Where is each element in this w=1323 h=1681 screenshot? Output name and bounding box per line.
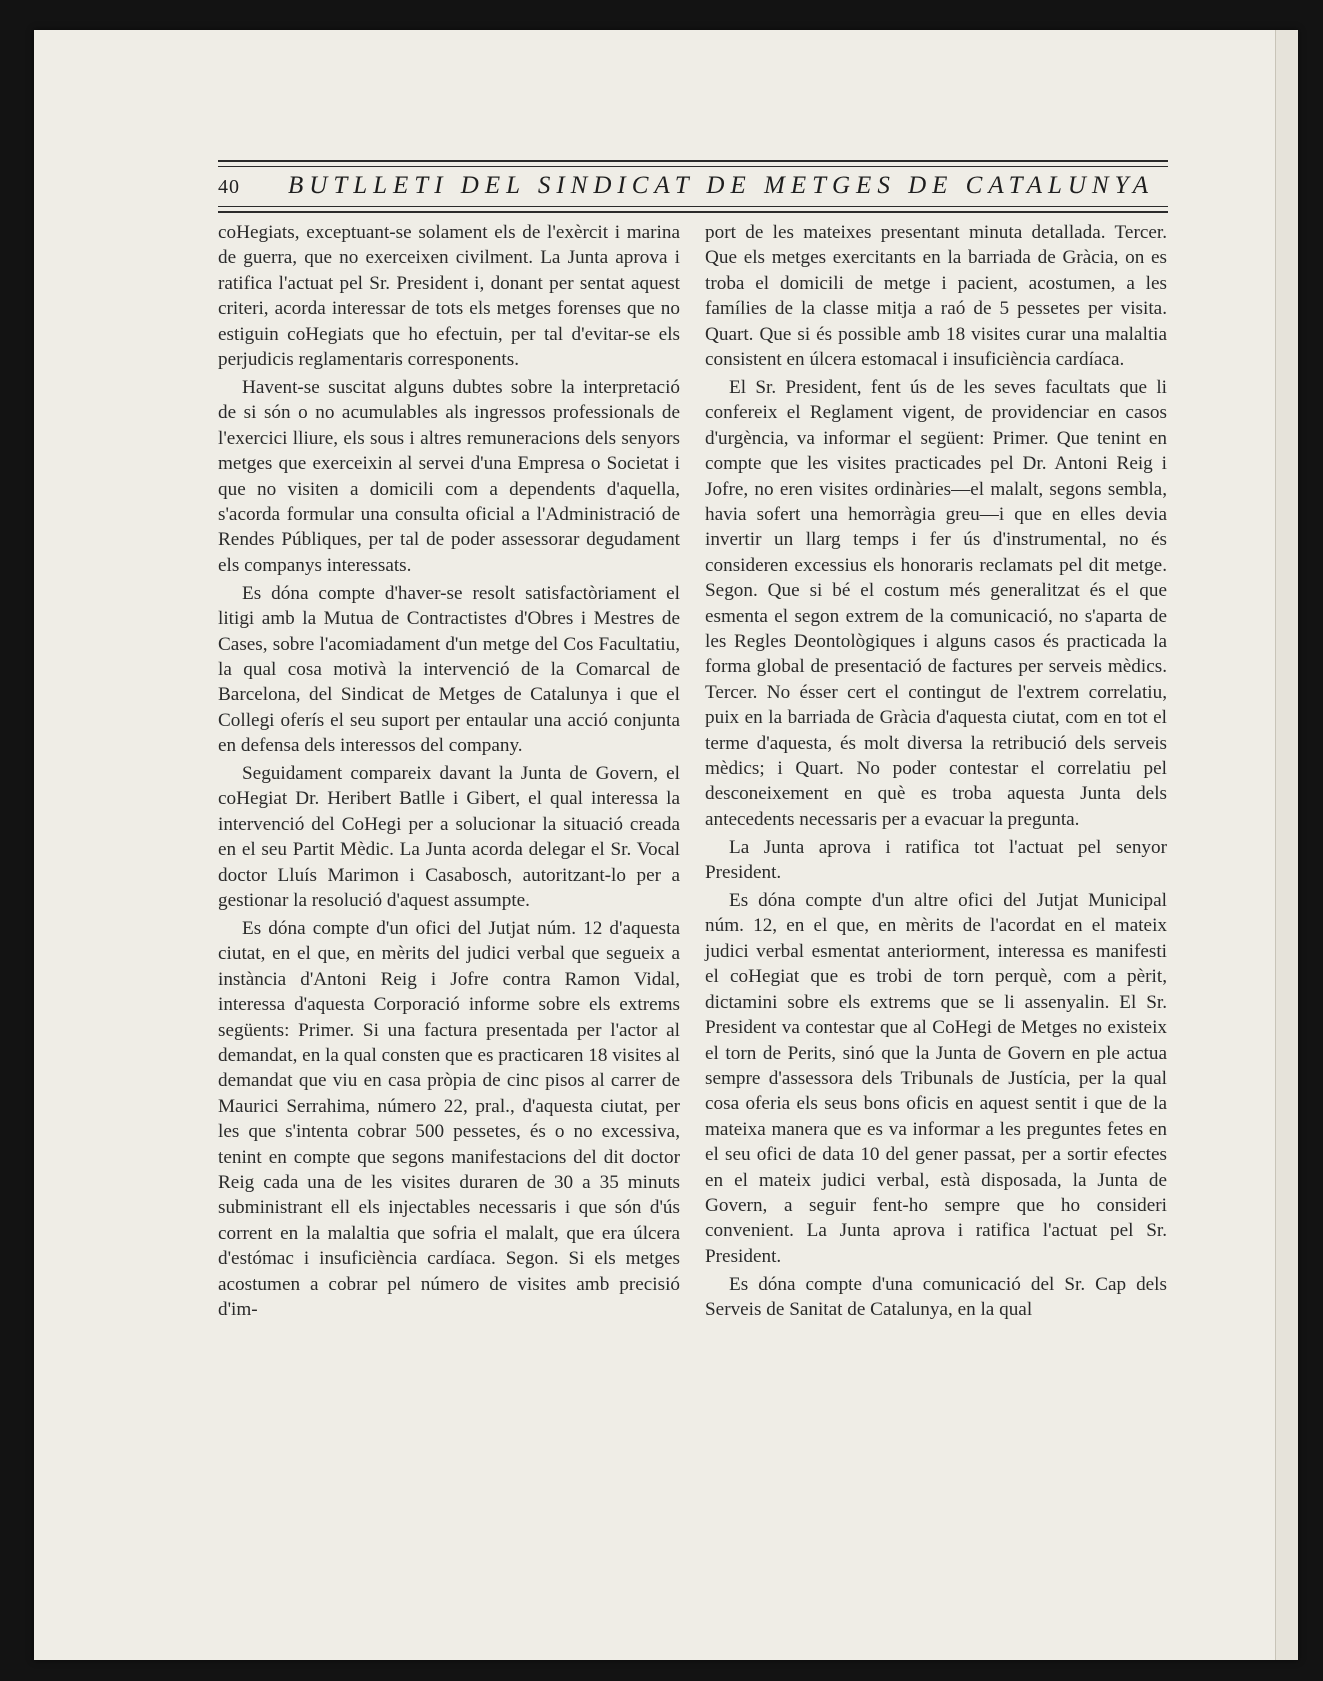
paragraph: Es dóna compte d'haver-se resolt satisfactòriament el litigi amb la Mutua de Contractistes d'Obres i Mestres de Cases, sobre l'acomiadament d'un metge del Cos Facultatiu, la qual cosa motivà la intervenció de la Comarcal de Barcelona, del Sindicat de Metges de Catalunya i que el Collegi oferís el seu suport per entaular una acció conjunta en defensa dels interessos del company. — [218, 582, 680, 757]
page-edge — [1275, 30, 1298, 1660]
journal-title: BUTLLETI DEL SINDICAT DE METGES DE CATALUNYA — [288, 172, 1155, 199]
document-page — [34, 30, 1298, 1660]
header-rule-bottom-thin — [218, 206, 1168, 207]
paragraph: Es dóna compte d'una comunicació del Sr. Cap dels Serveis de Sanitat de Catalunya, en la qual — [705, 1273, 1167, 1321]
header-rule-bottom — [218, 211, 1168, 213]
paragraph: Havent-se suscitat alguns dubtes sobre la interpretació de si són o no acumulables als ingressos professionals de l'exercici lliure, els sous i altres remuneracions dels senyors metges que exerceixin al servei d'una Empresa o Societat i que no visiten a domicili com a dependents d'aquella, s'acorda formular una consulta oficial a l'Administració de Rendes Públiques, per tal de poder assessorar degudament els companys interessats. — [218, 376, 680, 576]
header-rule-top-thin — [218, 166, 1168, 167]
paragraph: El Sr. President, fent ús de les seves facultats que li confereix el Reglament vigent, de providenciar en casos d'urgència, va informar el següent: Primer. Que tenint en compte que les visites practicades pel Dr. Antoni Reig i Jofre, no eren visites ordinàries—el malalt, segons sembla, havia sofert una hemorràgia greu—i que en elles devia invertir un llarg temps i fer ús d'instrumental, no és consideren excessius els honoraris reclamats pel dit metge. Segon. Que si bé el costum més generalitzat és el que esmenta el segon extrem de la comunicació, no s'aparta de les Regles Deontològiques i alguns casos és practicada la forma global de presentació de factures per serveis mèdics. Tercer. No ésser cert el contingut de l'extrem correlatiu, puix en la barriada de Gràcia d'aquesta ciutat, com en tot el terme d'aquesta, és molt diversa la retribució dels serveis mèdics; i Quart. No poder contestar el correlatiu pel desconeixement en què es troba aquesta Junta dels antecedents necessaris per a evacuar la pregunta. — [705, 376, 1167, 830]
paragraph: Seguidament compareix davant la Junta de Govern, el coHegiat Dr. Heribert Batlle i Gibert, el qual interessa la intervenció del CoHegi per a solucionar la situació creada en el seu Partit Mèdic. La Junta acorda delegar el Sr. Vocal doctor Lluís Marimon i Casabosch, autoritzant-lo per a gestionar la resolució d'aquest assumpte. — [218, 763, 680, 912]
paragraph: Es dóna compte d'un ofici del Jutjat núm. 12 d'aquesta ciutat, en el que, en mèrits del judici verbal que segueix a instància d'Antoni Reig i Jofre contra Ramon Vidal, interessa d'aquesta Corporació informe sobre els extrems següents: Primer. Si una factura presentada per l'actor al demandat, en la qual consten que es practicaren 18 visites al demandat que viu en casa pròpia de cinc pisos al carrer de Maurici Serrahima, número 22, pral., d'aquesta ciutat, per les que s'intenta cobrar 500 pessetes, és o no excessiva, tenint en compte que segons manifestacions del dit doctor Reig cada una de les visites duraren de 30 a 35 minuts subministrant ell els injectables necessaris i que són d'ús corrent en la malaltia que sofria el malalt, que era úlcera d'estómac i insuficiència cardíaca. Segon. Si els metges acostumen a cobrar pel número de visites amb precisió d'im- — [218, 917, 680, 1321]
paragraph: Es dóna compte d'un altre ofici del Jutjat Municipal núm. 12, en el que, en mèrits de l'acordat en el mateix judici verbal esmentat anteriorment, interessa es manifesti el coHegiat que es trobi de torn perquè, com a pèrit, dictamini sobre els extrems que se li assenyalin. El Sr. President va contestar que al CoHegi de Metges no existeix el torn de Perits, sinó que la Junta de Govern en ple actua sempre d'assessora dels Tribunals de Justícia, per la qual cosa oferia els seus bons oficis en aquest sentit i que de la mateixa manera que es va informar a les preguntes fetes en el seu ofici de data 10 del gener passat, per a sortir efectes en el mateix judici verbal, està disposada, la Junta de Govern, a seguir fent-ho sempre que ho consideri convenient. La Junta aprova i ratifica l'actuat pel Sr. President. — [705, 890, 1167, 1267]
right-column — [705, 220, 1167, 1325]
paragraph: port de les mateixes presentant minuta detallada. Tercer. Que els metges exercitants en la barriada de Gràcia, on es troba el domicili de metge i pacient, acostumen, a les famílies de la classe mitja a raó de 5 pessetes per visita. Quart. Que si és possible amb 18 visites curar una malaltia consistent en úlcera estomacal i insuficiència cardíaca. — [705, 222, 1167, 371]
running-header — [218, 122, 1168, 214]
left-column — [218, 220, 680, 1325]
paragraph: La Junta aprova i ratifica tot l'actuat pel senyor President. — [705, 836, 1167, 884]
paragraph: coHegiats, exceptuant-se solament els de l'exèrcit i marina de guerra, que no exerceixen civilment. La Junta aprova i ratifica l'actuat pel Sr. President i, donant per sentat aquest criteri, acorda interessar de tots els metges forenses que no estiguin coHegiats que ho efectuin, per tal d'evitar-se els perjudicis reglamentaris corresponents. — [218, 222, 680, 371]
page-number: 40 — [218, 176, 240, 198]
header-rule-top — [218, 160, 1168, 162]
